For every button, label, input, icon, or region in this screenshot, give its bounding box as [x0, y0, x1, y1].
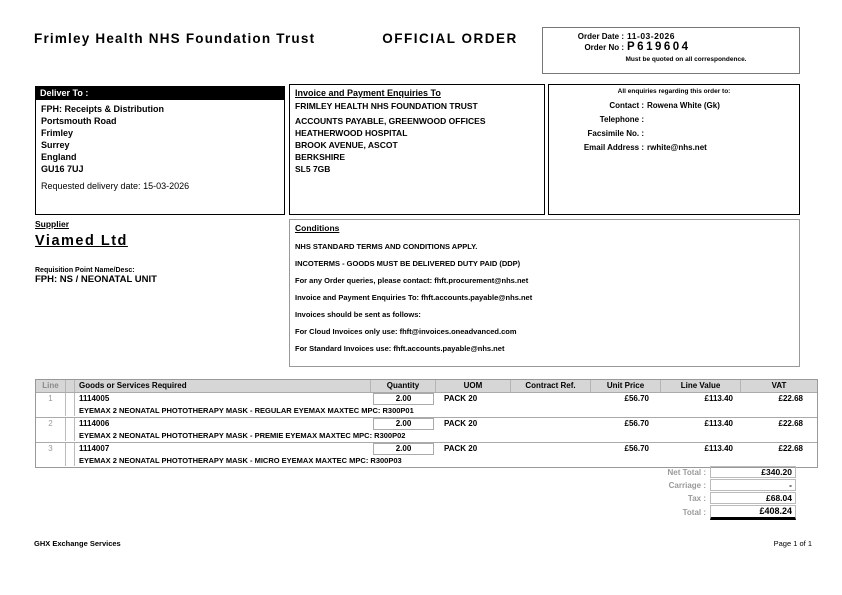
item-description: EYEMAX 2 NEONATAL PHOTOTHERAPY MASK - REGULAR EYEMAX MAXTEC MPC: R300P01	[79, 406, 414, 415]
line-value: £113.40	[704, 394, 733, 403]
invoice-address-line: ACCOUNTS PAYABLE, GREENWOOD OFFICES	[295, 116, 486, 126]
contact-label: Contact :	[609, 101, 644, 110]
address-line: Portsmouth Road	[41, 116, 117, 126]
address-line: GU16 7UJ	[41, 164, 84, 174]
deliver-to-box	[35, 86, 285, 215]
supplier-section	[35, 219, 285, 285]
order-date-value: 11-03-2026	[627, 31, 676, 41]
quote-note: Must be quoted on all correspondence.	[625, 56, 747, 63]
address-line: FPH: Receipts & Distribution	[41, 104, 165, 114]
vat-value: £22.68	[778, 394, 803, 403]
invoice-address-line: HEATHERWOOD HOSPITAL	[295, 128, 408, 138]
footer-service-name: GHX Exchange Services	[34, 539, 121, 548]
header-uom: UOM	[436, 380, 511, 392]
spacer-cell	[66, 393, 75, 416]
invoice-enquiries-header: Invoice and Payment Enquiries To	[295, 88, 441, 98]
facsimile-row	[553, 127, 795, 141]
order-number-row	[549, 42, 793, 53]
header-vat: VAT	[771, 381, 787, 390]
requisition-point-label: Requisition Point Name/Desc:	[35, 267, 135, 274]
supplier-name: Viamed Ltd	[35, 233, 128, 249]
conditions-box	[289, 219, 800, 367]
quantity-value: 2.00	[373, 418, 434, 430]
condition-line: Invoices should be sent as follows:	[295, 310, 421, 319]
document-title: OFFICIAL ORDER	[382, 31, 518, 46]
table-row	[36, 442, 817, 467]
order-enquiries-box	[548, 84, 800, 215]
invoice-address-line: BERKSHIRE	[295, 152, 346, 162]
line-number: 2	[36, 418, 66, 441]
table-row	[36, 417, 817, 442]
condition-line: Invoice and Payment Enquiries To: fhft.accounts.payable@nhs.net	[295, 293, 533, 302]
grand-total-row	[628, 505, 800, 520]
line-number: 3	[36, 443, 66, 466]
header-goods: Goods or Services Required	[75, 380, 371, 392]
table-row	[36, 392, 817, 417]
enquiries-heading: All enquiries regarding this order to:	[617, 88, 731, 95]
condition-line: INCOTERMS - GOODS MUST BE DELIVERED DUTY PAID (DDP)	[295, 259, 521, 268]
contract-ref-value	[511, 443, 591, 455]
line-number: 1	[36, 393, 66, 416]
address-line: England	[41, 152, 77, 162]
quantity-cell	[371, 418, 436, 430]
vat-value: £22.68	[778, 419, 803, 428]
table-header-row	[36, 380, 817, 392]
tax-row	[628, 492, 800, 504]
uom-value: PACK 20	[444, 444, 478, 453]
carriage-label: Carriage :	[668, 480, 706, 490]
header-line: Line	[36, 380, 66, 392]
carriage-row	[628, 479, 800, 491]
unit-price-value: £56.70	[624, 394, 649, 403]
tax-value: £68.04	[710, 492, 796, 504]
item-description: EYEMAX 2 NEONATAL PHOTOTHERAPY MASK - PREMIE EYEMAX MAXTEC MPC: R300P02	[79, 431, 406, 440]
telephone-row	[553, 113, 795, 127]
unit-price-value: £56.70	[624, 444, 649, 453]
header-line-value: Line Value	[661, 380, 741, 392]
header-unit-price: Unit Price	[591, 380, 661, 392]
header-contract-ref: Contract Ref.	[511, 380, 591, 392]
condition-line: NHS STANDARD TERMS AND CONDITIONS APPLY.	[295, 242, 478, 251]
totals-section	[628, 466, 800, 521]
requisition-point-value: FPH: NS / NEONATAL UNIT	[35, 274, 157, 285]
footer-page-number: Page 1 of 1	[773, 539, 812, 548]
vat-value: £22.68	[778, 444, 803, 453]
quantity-cell	[371, 393, 436, 405]
item-code: 1114006	[79, 419, 110, 428]
contract-ref-value	[511, 393, 591, 405]
trust-name: Frimley Health NHS Foundation Trust	[34, 31, 316, 46]
header-quantity: Quantity	[371, 380, 436, 392]
invoice-address-line: FRIMLEY HEALTH NHS FOUNDATION TRUST	[295, 101, 478, 111]
invoice-address-line: BROOK AVENUE, ASCOT	[295, 140, 398, 150]
carriage-value: -	[710, 479, 796, 491]
order-number-value: P619604	[627, 41, 691, 53]
facsimile-label: Facsimile No. :	[587, 129, 644, 138]
requested-delivery-date: Requested delivery date: 15-03-2026	[41, 181, 190, 191]
net-total-value: £340.20	[710, 466, 796, 478]
quantity-cell	[371, 443, 436, 455]
telephone-label: Telephone :	[599, 115, 644, 124]
line-items-table	[35, 379, 818, 468]
condition-line: For Cloud Invoices only use: fhft@invoices.oneadvanced.com	[295, 327, 517, 336]
net-total-label: Net Total :	[667, 467, 706, 477]
condition-line: For Standard Invoices use: fhft.accounts.payable@nhs.net	[295, 344, 505, 353]
item-description: EYEMAX 2 NEONATAL PHOTOTHERAPY MASK - MICRO EYEMAX MAXTEC MPC: R300P03	[79, 456, 402, 465]
spacer-cell	[66, 443, 75, 466]
item-code: 1114005	[79, 394, 110, 403]
address-line: Surrey	[41, 140, 70, 150]
quantity-value: 2.00	[373, 443, 434, 455]
email-label: Email Address :	[583, 143, 644, 152]
line-value: £113.40	[704, 444, 733, 453]
invoice-address-line: SL5 7GB	[295, 164, 331, 174]
order-date-label: Order Date :	[577, 32, 624, 41]
condition-line: For any Order queries, please contact: fhft.procurement@nhs.net	[295, 276, 529, 285]
line-value: £113.40	[704, 419, 733, 428]
header-spacer	[66, 380, 75, 392]
supplier-label: Supplier	[35, 219, 70, 229]
order-info-box	[542, 27, 800, 74]
uom-value: PACK 20	[444, 394, 478, 403]
item-code: 1114007	[79, 444, 110, 453]
deliver-to-address	[36, 100, 284, 175]
contact-row	[553, 99, 795, 113]
grand-total-value: £408.24	[710, 505, 796, 520]
conditions-header: Conditions	[295, 223, 340, 233]
invoice-enquiries-box	[289, 84, 545, 215]
tax-label: Tax :	[687, 493, 706, 503]
unit-price-value: £56.70	[624, 419, 649, 428]
email-value: rwhite@nhs.net	[647, 143, 707, 152]
net-total-row	[628, 466, 800, 478]
contract-ref-value	[511, 418, 591, 430]
spacer-cell	[66, 418, 75, 441]
address-line: Frimley	[41, 128, 74, 138]
email-row	[553, 141, 795, 155]
deliver-to-header: Deliver To :	[36, 87, 284, 100]
uom-value: PACK 20	[444, 419, 478, 428]
contact-value: Rowena White (Gk)	[647, 101, 720, 110]
grand-total-label: Total :	[682, 508, 706, 517]
quantity-value: 2.00	[373, 393, 434, 405]
order-number-label: Order No :	[584, 43, 624, 52]
